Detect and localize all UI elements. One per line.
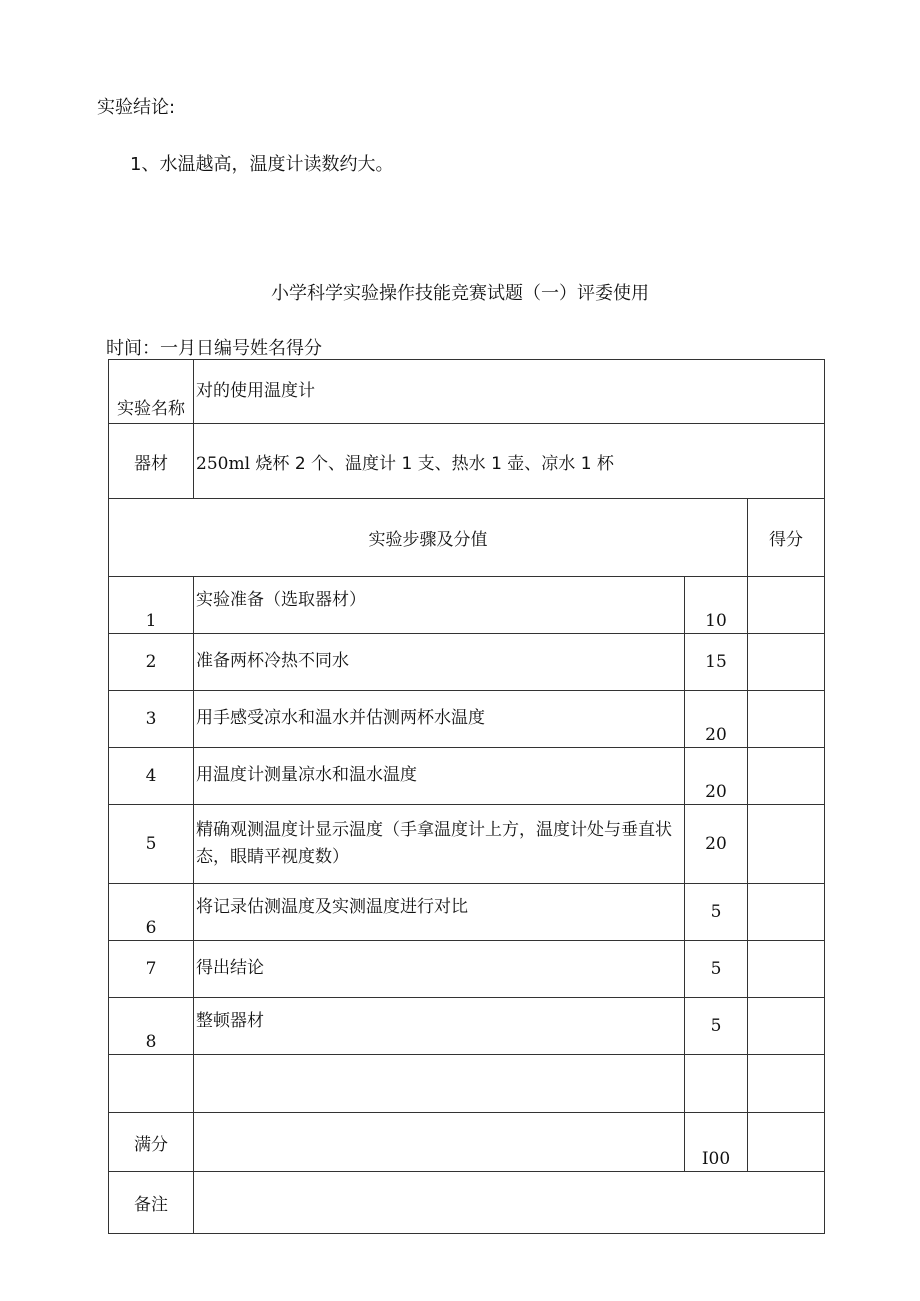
meta-line: 时间：一月日编号姓名得分 [106, 338, 322, 359]
step-points: 5 [685, 941, 748, 998]
step-number: 1 [109, 577, 194, 634]
experiment-name-value: 对的使用温度计 [194, 360, 825, 424]
total-row [109, 1113, 825, 1172]
total-label: 满分 [109, 1113, 194, 1172]
score-cell[interactable] [748, 748, 825, 805]
step-text: 实验准备（选取器材） [194, 577, 685, 634]
table-row [109, 941, 825, 998]
score-cell[interactable] [748, 998, 825, 1055]
experiment-name-label: 实验名称 [109, 360, 194, 424]
equipment-value [194, 424, 825, 499]
table-row [109, 884, 825, 941]
score-cell[interactable] [748, 884, 825, 941]
equipment-label: 器材 [109, 424, 194, 499]
empty-cell [748, 1055, 825, 1113]
table-row [109, 634, 825, 691]
equipment-volume: 250ml [196, 453, 251, 474]
table-row [109, 998, 825, 1055]
step-number: 2 [109, 634, 194, 691]
step-number: 7 [109, 941, 194, 998]
empty-cell [109, 1055, 194, 1113]
remarks-row [109, 1172, 825, 1234]
empty-cell [685, 1055, 748, 1113]
steps-header: 实验步骤及分值 [109, 499, 748, 577]
step-points: 20 [685, 805, 748, 884]
step-text: 将记录估测温度及实测温度进行对比 [194, 884, 685, 941]
step-number: 5 [109, 805, 194, 884]
empty-cell [194, 1055, 685, 1113]
score-table [108, 359, 825, 1234]
equipment-row [109, 424, 825, 499]
empty-row [109, 1055, 825, 1113]
name-row [109, 360, 825, 424]
score-header: 得分 [748, 499, 825, 577]
score-cell[interactable] [748, 577, 825, 634]
total-blank [194, 1113, 685, 1172]
step-number: 4 [109, 748, 194, 805]
step-number: 8 [109, 998, 194, 1055]
table-row [109, 805, 825, 884]
total-points: I00 [685, 1113, 748, 1172]
score-cell[interactable] [748, 941, 825, 998]
total-score-cell[interactable] [748, 1113, 825, 1172]
equipment-list: 烧杯 2 个、温度计 1 支、热水 1 壶、凉水 1 杯 [255, 453, 614, 474]
remarks-label: 备注 [109, 1172, 194, 1234]
conclusion-item: 1、水温越高，温度计读数约大。 [130, 154, 394, 175]
step-text: 准备两杯冷热不同水 [194, 634, 685, 691]
step-text: 用温度计测量凉水和温水温度 [194, 748, 685, 805]
step-text: 得出结论 [194, 941, 685, 998]
step-points: 15 [685, 634, 748, 691]
steps-header-row [109, 499, 825, 577]
step-points: 5 [685, 998, 748, 1055]
step-points: 20 [685, 691, 748, 748]
step-points: 10 [685, 577, 748, 634]
table-row [109, 691, 825, 748]
step-text: 用手感受凉水和温水并估测两杯水温度 [194, 691, 685, 748]
score-cell[interactable] [748, 691, 825, 748]
remarks-value[interactable] [194, 1172, 825, 1234]
step-number: 6 [109, 884, 194, 941]
step-points: 20 [685, 748, 748, 805]
conclusion-title: 实验结论: [97, 97, 176, 118]
score-cell[interactable] [748, 634, 825, 691]
step-number: 3 [109, 691, 194, 748]
step-text: 整顿器材 [194, 998, 685, 1055]
table-title: 小学科学实验操作技能竞赛试题（一）评委使用 [271, 283, 649, 304]
table-row [109, 577, 825, 634]
table-row [109, 748, 825, 805]
step-text: 精确观测温度计显示温度（手拿温度计上方，温度计处与垂直状态，眼睛平视度数） [194, 805, 685, 884]
score-cell[interactable] [748, 805, 825, 884]
step-points: 5 [685, 884, 748, 941]
